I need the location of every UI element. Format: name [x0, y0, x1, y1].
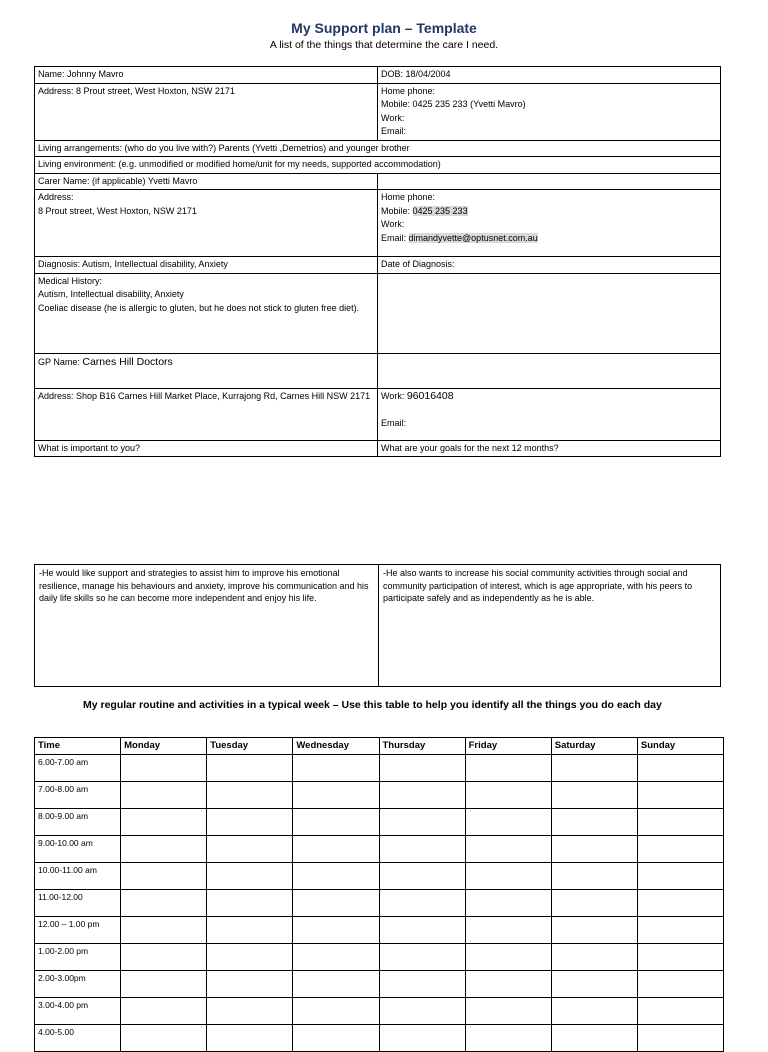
table-row	[35, 997, 724, 1024]
carer-address-cell	[35, 190, 378, 257]
activity-cell	[551, 862, 637, 889]
diagnosis-cell: Diagnosis: Autism, Intellectual disability, Anxiety	[35, 257, 378, 274]
activity-cell	[465, 889, 551, 916]
activity-cell	[551, 889, 637, 916]
column-header-day: Tuesday	[207, 738, 293, 755]
gp-email-label: Email:	[381, 418, 407, 428]
activity-cell	[465, 862, 551, 889]
activity-cell	[207, 970, 293, 997]
activity-cell	[637, 970, 723, 997]
dob-cell: DOB: 18/04/2004	[378, 67, 721, 84]
activity-cell	[379, 943, 465, 970]
personal-info-table	[34, 66, 721, 457]
carer-name-blank-cell	[378, 173, 721, 190]
activity-cell	[465, 970, 551, 997]
medical-history-item: Coeliac disease (he is allergic to gluten, but he does not stick to gluten free diet).	[38, 302, 360, 313]
activity-cell	[379, 781, 465, 808]
activity-cell	[121, 1024, 207, 1051]
time-slot-cell: 3.00-4.00 pm	[35, 997, 121, 1024]
activity-cell	[293, 808, 379, 835]
activity-cell	[551, 997, 637, 1024]
activity-cell	[379, 916, 465, 943]
page-subtitle: A list of the things that determine the care I need.	[269, 39, 499, 51]
activity-cell	[637, 1024, 723, 1051]
carer-work-label: Work:	[381, 219, 405, 229]
activity-cell	[121, 808, 207, 835]
activity-cell	[379, 1024, 465, 1051]
table-row	[35, 916, 724, 943]
carer-home-phone-label: Home phone:	[381, 192, 436, 202]
email-label: Email:	[381, 126, 407, 136]
activity-cell	[465, 835, 551, 862]
gp-name-value: Carnes Hill Doctors	[82, 355, 173, 368]
activity-cell	[551, 808, 637, 835]
activity-cell	[551, 1024, 637, 1051]
activity-cell	[207, 781, 293, 808]
activity-cell	[293, 781, 379, 808]
mobile-label: Mobile: 0425 235 233 (Yvetti Mavro)	[381, 99, 526, 109]
activity-cell	[379, 835, 465, 862]
time-slot-cell: 12.00 – 1.00 pm	[35, 916, 121, 943]
activity-cell	[637, 835, 723, 862]
carer-mobile-value: 0425 235 233	[412, 205, 468, 216]
activity-cell	[207, 997, 293, 1024]
activity-cell	[551, 943, 637, 970]
table-row	[35, 835, 724, 862]
activity-cell	[465, 916, 551, 943]
activity-cell	[121, 754, 207, 781]
carer-email-label: Email:	[381, 232, 409, 243]
activity-cell	[551, 835, 637, 862]
activity-cell	[121, 997, 207, 1024]
carer-email-line	[381, 232, 717, 246]
time-slot-cell: 6.00-7.00 am	[35, 754, 121, 781]
living-arrangements-cell: Living arrangements: (who do you live with?) Parents (Yvetti ,Demetrios) and younger brother	[35, 140, 721, 157]
activity-cell	[465, 943, 551, 970]
home-phone-label: Home phone:	[381, 85, 436, 96]
column-header-day: Wednesday	[293, 738, 379, 755]
activity-cell	[379, 997, 465, 1024]
table-row	[35, 970, 724, 997]
activity-cell	[293, 862, 379, 889]
activity-cell	[379, 889, 465, 916]
column-header-time: Time	[35, 738, 121, 755]
activity-cell	[637, 943, 723, 970]
table-row	[35, 754, 724, 781]
weekly-routine-body	[35, 754, 724, 1051]
activity-cell	[207, 862, 293, 889]
activity-cell	[637, 889, 723, 916]
activity-cell	[293, 943, 379, 970]
table-row	[35, 781, 724, 808]
time-slot-cell: 11.00-12.00	[35, 889, 121, 916]
carer-address-label: Address:	[38, 192, 74, 202]
column-header-day: Friday	[465, 738, 551, 755]
activity-cell	[637, 754, 723, 781]
time-slot-cell: 8.00-9.00 am	[35, 808, 121, 835]
important-question-cell: What is important to you?	[35, 440, 378, 457]
activity-cell	[207, 1024, 293, 1051]
activity-cell	[637, 862, 723, 889]
activity-cell	[637, 808, 723, 835]
activity-cell	[293, 970, 379, 997]
time-slot-cell: 7.00-8.00 am	[35, 781, 121, 808]
activity-cell	[465, 1024, 551, 1051]
gp-work-label: Work:	[381, 390, 407, 401]
column-header-day: Thursday	[379, 738, 465, 755]
page-title: My Support plan – Template	[291, 20, 477, 36]
activity-cell	[207, 889, 293, 916]
activity-cell	[465, 781, 551, 808]
time-slot-cell: 1.00-2.00 pm	[35, 943, 121, 970]
activity-cell	[121, 889, 207, 916]
activity-cell	[379, 808, 465, 835]
column-header-day: Saturday	[551, 738, 637, 755]
carer-email-value: dimandyvette@optusnet.com.au	[408, 232, 538, 243]
gp-name-blank-cell	[378, 353, 721, 388]
activity-cell	[379, 754, 465, 781]
table-row	[35, 862, 724, 889]
activity-cell	[465, 754, 551, 781]
time-slot-cell: 2.00-3.00pm	[35, 970, 121, 997]
work-label: Work:	[381, 112, 405, 123]
gp-address-cell: Address: Shop B16 Carnes Hill Market Place, Kurrajong Rd, Carnes Hill NSW 2171	[35, 388, 378, 440]
goals-right-cell: -He also wants to increase his social community activities through social and community participation of interest, which is age appropriate, with his peers to participate safely and as independently as he is able.	[379, 565, 721, 687]
time-slot-cell: 9.00-10.00 am	[35, 835, 121, 862]
medical-history-cell	[35, 273, 378, 353]
gp-work-line	[381, 390, 717, 404]
activity-cell	[637, 997, 723, 1024]
activity-cell	[465, 997, 551, 1024]
activity-cell	[293, 889, 379, 916]
activity-cell	[293, 1024, 379, 1051]
column-header-day: Sunday	[637, 738, 723, 755]
table-row	[35, 943, 724, 970]
gp-contact-cell	[378, 388, 721, 440]
goals-question-cell: What are your goals for the next 12 months?	[378, 440, 721, 457]
activity-cell	[207, 835, 293, 862]
activity-cell	[551, 754, 637, 781]
activity-cell	[379, 862, 465, 889]
activity-cell	[293, 997, 379, 1024]
activity-cell	[207, 754, 293, 781]
activity-cell	[293, 916, 379, 943]
column-header-day: Monday	[121, 738, 207, 755]
gp-name-label: GP Name:	[38, 356, 83, 367]
activity-cell	[207, 808, 293, 835]
goals-left-cell: -He would like support and strategies to assist him to improve his emotional resilience, manage his behaviours and anxiety, improve his communication and his daily life skills so he can become more independent and enjoy his life.	[35, 565, 379, 687]
activity-cell	[551, 781, 637, 808]
routine-title: My regular routine and activities in a typical week – Use this table to help you identify all the things you do each day	[83, 699, 662, 711]
medical-history-item: Autism, Intellectual disability, Anxiety	[38, 289, 184, 299]
activity-cell	[121, 943, 207, 970]
activity-cell	[465, 808, 551, 835]
name-cell: Name: Johnny Mavro	[35, 67, 378, 84]
carer-name-cell: Carer Name: (if applicable) Yvetti Mavro	[35, 173, 378, 190]
living-environment-cell: Living environment: (e.g. unmodified or modified home/unit for my needs, supported accommodation)	[35, 157, 721, 174]
goals-table	[34, 564, 721, 687]
medical-history-label: Medical History:	[38, 275, 103, 286]
activity-cell	[551, 916, 637, 943]
time-slot-cell: 10.00-11.00 am	[35, 862, 121, 889]
activity-cell	[637, 916, 723, 943]
carer-address-value: 8 Prout street, West Hoxton, NSW 2171	[38, 205, 197, 216]
weekly-routine-table	[34, 737, 724, 1052]
table-row	[35, 889, 724, 916]
activity-cell	[637, 781, 723, 808]
weekly-routine-header-row	[35, 738, 724, 755]
contact-cell	[378, 83, 721, 140]
activity-cell	[121, 916, 207, 943]
activity-cell	[121, 970, 207, 997]
activity-cell	[207, 916, 293, 943]
carer-contact-cell	[378, 190, 721, 257]
table-row	[35, 808, 724, 835]
carer-mobile-line	[381, 205, 717, 219]
gp-work-value: 96016408	[406, 389, 454, 402]
activity-cell	[293, 754, 379, 781]
activity-cell	[551, 970, 637, 997]
gp-name-cell	[35, 353, 378, 388]
activity-cell	[121, 781, 207, 808]
address-cell: Address: 8 Prout street, West Hoxton, NSW 2171	[35, 83, 378, 140]
activity-cell	[207, 943, 293, 970]
activity-cell	[121, 835, 207, 862]
medical-history-blank-cell	[378, 273, 721, 353]
carer-mobile-label: Mobile:	[381, 205, 413, 216]
activity-cell	[121, 862, 207, 889]
activity-cell	[379, 970, 465, 997]
table-row	[35, 1024, 724, 1051]
activity-cell	[293, 835, 379, 862]
date-of-diagnosis-cell: Date of Diagnosis:	[378, 257, 721, 274]
time-slot-cell: 4.00-5.00	[35, 1024, 121, 1051]
